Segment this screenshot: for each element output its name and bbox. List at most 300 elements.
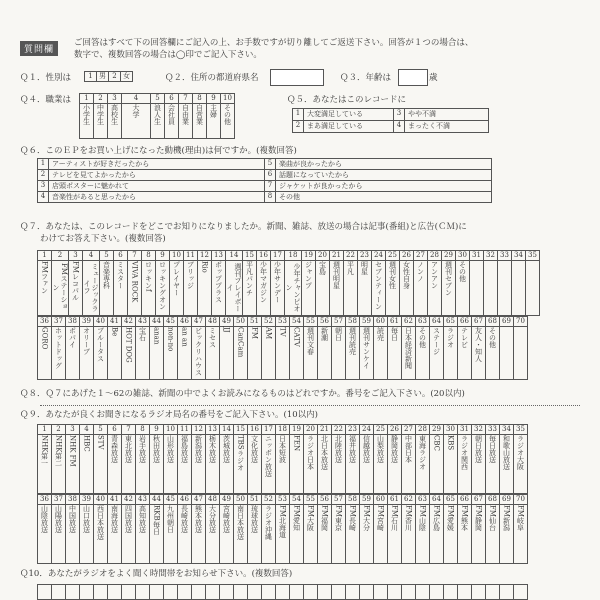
q7-item-19-text: ジャンプ <box>304 261 313 289</box>
q7-num-24[interactable]: 24 <box>372 251 386 261</box>
q9-num-43[interactable]: 43 <box>136 495 150 505</box>
q9-item-52 <box>262 505 276 564</box>
q10-slot[interactable] <box>108 585 122 600</box>
q9-num-51[interactable]: 51 <box>248 495 262 505</box>
q9-item-10 <box>164 435 178 494</box>
q9-num-7[interactable]: 7 <box>122 425 136 435</box>
q10-slot[interactable] <box>444 585 458 600</box>
q7-item-23 <box>358 261 372 316</box>
q9-num-21[interactable]: 21 <box>318 425 332 435</box>
q7-num-2[interactable]: 2 <box>52 251 69 261</box>
q9-num-15[interactable]: 15 <box>234 425 248 435</box>
q4-job-5-text: 浪人生 <box>153 104 162 125</box>
q10-slot[interactable] <box>220 585 234 600</box>
q9-item-22-text: 北陸放送 <box>334 435 343 463</box>
q9-num-54[interactable]: 54 <box>290 495 304 505</box>
q10-slot[interactable] <box>346 585 360 600</box>
q7-item-47-text: ビックリハウス <box>194 327 203 376</box>
q9-num-6[interactable]: 6 <box>108 425 122 435</box>
q9-num-62[interactable]: 62 <box>402 495 416 505</box>
q7-num-57[interactable]: 57 <box>332 317 346 327</box>
q9-num-8[interactable]: 8 <box>136 425 150 435</box>
q4-label: Ｑ４．職業は <box>20 95 72 105</box>
q9-num-24[interactable]: 24 <box>360 425 374 435</box>
q9-num-32[interactable]: 32 <box>472 425 486 435</box>
q10-slot[interactable] <box>514 585 528 600</box>
q7-num-40[interactable]: 40 <box>94 317 108 327</box>
q7-item-43-text: 宝石 <box>138 327 147 341</box>
q7-num-60[interactable]: 60 <box>374 317 388 327</box>
q7-num-58[interactable]: 58 <box>346 317 360 327</box>
q7-num-27[interactable]: 27 <box>414 251 428 261</box>
q10-slot[interactable] <box>360 585 374 600</box>
q7-num-62[interactable]: 62 <box>402 317 416 327</box>
q6-opt-num[interactable]: 8 <box>265 192 276 203</box>
q7-num-35[interactable]: 35 <box>526 251 540 261</box>
q6-opt-num[interactable]: 1 <box>38 159 49 170</box>
q9-num-17[interactable]: 17 <box>262 425 276 435</box>
q9-num-63[interactable]: 63 <box>416 495 430 505</box>
q9-num-19[interactable]: 19 <box>290 425 304 435</box>
q7-num-55[interactable]: 55 <box>304 317 318 327</box>
q10-slot[interactable] <box>486 585 500 600</box>
q9-num-70[interactable]: 70 <box>514 495 528 505</box>
q9-num-10[interactable]: 10 <box>164 425 178 435</box>
q7-num-63[interactable]: 63 <box>416 317 430 327</box>
q10-slot[interactable] <box>262 585 276 600</box>
q9-num-36[interactable]: 36 <box>38 495 52 505</box>
q10-slot[interactable] <box>416 585 430 600</box>
q7-item-14-text: 週刊プレイボーイ <box>226 262 242 312</box>
q9-num-13[interactable]: 13 <box>206 425 220 435</box>
q7-item-25 <box>386 261 400 316</box>
q7-num-44[interactable]: 44 <box>150 317 164 327</box>
q9-num-9[interactable]: 9 <box>150 425 164 435</box>
q7-num-64[interactable]: 64 <box>430 317 444 327</box>
q9-num-68[interactable]: 68 <box>486 495 500 505</box>
q9-num-65[interactable]: 65 <box>444 495 458 505</box>
q4-job-1 <box>80 104 94 139</box>
q7-num-48[interactable]: 48 <box>206 317 220 327</box>
q9-num-44[interactable]: 44 <box>150 495 164 505</box>
q1-opt-2[interactable]: 2 <box>109 72 121 82</box>
q7-num-6[interactable]: 6 <box>114 251 128 261</box>
q9-num-50[interactable]: 50 <box>234 495 248 505</box>
q7-item-26-text: 女性自身 <box>402 261 411 289</box>
q9-item-28-text: 東海ラジオ <box>418 435 427 470</box>
q10-slot[interactable] <box>136 585 150 600</box>
q7-num-52[interactable]: 52 <box>262 317 276 327</box>
q10-slot[interactable] <box>500 585 514 600</box>
q9-item-24-text: 信越放送 <box>362 435 371 463</box>
q7-num-30[interactable]: 30 <box>456 251 470 261</box>
q9-num-30[interactable]: 30 <box>444 425 458 435</box>
q9-num-37[interactable]: 37 <box>52 495 66 505</box>
q9-num-69[interactable]: 69 <box>500 495 514 505</box>
q7-item-60-text: 読売 <box>376 327 385 341</box>
q9-num-35[interactable]: 35 <box>514 425 528 435</box>
q7-num-22[interactable]: 22 <box>344 251 358 261</box>
q7-num-13[interactable]: 13 <box>212 251 226 261</box>
q9-item-64-text: FM広島 <box>432 505 441 532</box>
q9-item-46 <box>178 505 192 564</box>
q9-item-38-text: 中国放送 <box>68 505 77 533</box>
q5-opt-1-text: 大変満足している <box>304 109 394 121</box>
q9-item-5-text: STV <box>96 435 105 450</box>
q10-slot[interactable] <box>304 585 318 600</box>
q7-num-15[interactable]: 15 <box>243 251 257 261</box>
q9-num-25[interactable]: 25 <box>374 425 388 435</box>
q4-job-8-text: 自営業 <box>195 104 204 125</box>
q9-item-52-text: ラジオ沖縄 <box>264 505 273 540</box>
q7-num-68[interactable]: 68 <box>486 317 500 327</box>
q9-item-33-text: 毎日放送 <box>488 435 497 463</box>
q9-item-48-text: 大分放送 <box>208 505 217 533</box>
q9-item-11-text: 福島放送 <box>180 435 189 463</box>
q7-num-28[interactable]: 28 <box>428 251 442 261</box>
q7-num-8[interactable]: 8 <box>142 251 156 261</box>
q9-num-48[interactable]: 48 <box>206 495 220 505</box>
q9-num-53[interactable]: 53 <box>276 495 290 505</box>
q7-item-22-text: 平凡 <box>346 261 355 275</box>
q7-item-62-text: 日本経済新聞 <box>404 327 413 369</box>
q7-num-69[interactable]: 69 <box>500 317 514 327</box>
q9-num-61[interactable]: 61 <box>388 495 402 505</box>
q7-num-37[interactable]: 37 <box>52 317 66 327</box>
q7-num-41[interactable]: 41 <box>108 317 122 327</box>
q7-num-32[interactable]: 32 <box>484 251 498 261</box>
q7-item-5 <box>100 261 114 316</box>
q9-num-12[interactable]: 12 <box>192 425 206 435</box>
q7-item-27-text: ノンノ <box>416 261 425 282</box>
q9-num-2[interactable]: 2 <box>52 425 66 435</box>
q9-item-9-text: 秋田放送 <box>152 435 161 463</box>
q7-item-65-text: ラジオ <box>446 327 455 348</box>
q6-opt-num[interactable]: 3 <box>38 181 49 192</box>
q7-item-16 <box>257 261 271 316</box>
q9-item-12-text: 新潟放送 <box>194 435 203 463</box>
q9-item-26-text: 静岡放送 <box>390 435 399 463</box>
q4-num-4[interactable]: 4 <box>122 94 151 104</box>
q7-num-14[interactable]: 14 <box>226 251 243 261</box>
q9-num-58[interactable]: 58 <box>346 495 360 505</box>
q9-num-33[interactable]: 33 <box>486 425 500 435</box>
q9-station-grid-row1 <box>37 424 528 494</box>
q6-opt-num[interactable]: 2 <box>38 170 49 181</box>
q6-opt-text: 店頭ポスターに魅かれて <box>49 181 265 192</box>
q9-num-67[interactable]: 67 <box>472 495 486 505</box>
q7-num-9[interactable]: 9 <box>156 251 170 261</box>
q7-num-29[interactable]: 29 <box>442 251 456 261</box>
q10-slot[interactable] <box>276 585 290 600</box>
q6-opt-num[interactable]: 4 <box>38 192 49 203</box>
q7-num-67[interactable]: 67 <box>472 317 486 327</box>
q7-item-51-text: FM <box>250 327 259 340</box>
q7-num-51[interactable]: 51 <box>248 317 262 327</box>
q7-num-54[interactable]: 54 <box>290 317 304 327</box>
q9-item-43-text: 高知放送 <box>138 505 147 533</box>
q10-slot[interactable] <box>122 585 136 600</box>
q5-opt-1-num[interactable]: 1 <box>293 109 304 121</box>
q7-num-16[interactable]: 16 <box>257 251 271 261</box>
question-section-tag: 質問欄 <box>20 41 58 56</box>
q7-num-12[interactable]: 12 <box>198 251 212 261</box>
q7-item-9 <box>156 261 170 316</box>
q9-num-5[interactable]: 5 <box>94 425 108 435</box>
q9-num-57[interactable]: 57 <box>332 495 346 505</box>
q9-num-23[interactable]: 23 <box>346 425 360 435</box>
q9-num-55[interactable]: 55 <box>304 495 318 505</box>
q4-num-6[interactable]: 6 <box>165 94 179 104</box>
q10-slot[interactable] <box>164 585 178 600</box>
q9-num-64[interactable]: 64 <box>430 495 444 505</box>
q9-num-52[interactable]: 52 <box>262 495 276 505</box>
q9-num-20[interactable]: 20 <box>304 425 318 435</box>
q7-item-17 <box>271 261 285 316</box>
q9-item-22 <box>332 435 346 494</box>
q9-num-4[interactable]: 4 <box>80 425 94 435</box>
q7-num-66[interactable]: 66 <box>458 317 472 327</box>
q7-num-25[interactable]: 25 <box>386 251 400 261</box>
q7-num-34[interactable]: 34 <box>512 251 526 261</box>
q7-num-23[interactable]: 23 <box>358 251 372 261</box>
q7-item-8 <box>142 261 156 316</box>
q7-num-50[interactable]: 50 <box>234 317 248 327</box>
q9-item-36 <box>38 505 52 564</box>
q4-num-9[interactable]: 9 <box>207 94 221 104</box>
q7-item-7 <box>128 261 142 316</box>
q7-num-1[interactable]: 1 <box>38 251 52 261</box>
q6-opt-text: その他 <box>276 192 492 203</box>
q7-num-59[interactable]: 59 <box>360 317 374 327</box>
q10-slot[interactable] <box>206 585 220 600</box>
q7-num-7[interactable]: 7 <box>128 251 142 261</box>
q4-num-5[interactable]: 5 <box>151 94 165 104</box>
q7-num-26[interactable]: 26 <box>400 251 414 261</box>
q10-slot[interactable] <box>290 585 304 600</box>
q9-num-31[interactable]: 31 <box>458 425 472 435</box>
q10-slot[interactable] <box>38 585 52 600</box>
q7-item-45 <box>164 327 178 380</box>
q7-num-45[interactable]: 45 <box>164 317 178 327</box>
q7-num-20[interactable]: 20 <box>316 251 330 261</box>
q9-item-44 <box>150 505 164 564</box>
q7-num-19[interactable]: 19 <box>302 251 316 261</box>
q7-num-11[interactable]: 11 <box>184 251 198 261</box>
q9-num-42[interactable]: 42 <box>122 495 136 505</box>
q6-opt-text: アーティストが好きだったから <box>49 159 265 170</box>
q9-item-18-text: 日本短波 <box>278 435 287 463</box>
q6-opt-num[interactable]: 5 <box>265 159 276 170</box>
q10-slot[interactable] <box>472 585 486 600</box>
q9-item-47-text: 熊本放送 <box>194 505 203 533</box>
q9-item-37 <box>52 505 66 564</box>
q9-num-45[interactable]: 45 <box>164 495 178 505</box>
q4-job-1-text: 小学生 <box>82 104 91 125</box>
q7-item-12-text: Rio <box>200 261 209 273</box>
q7-num-56[interactable]: 56 <box>318 317 332 327</box>
q7-num-43[interactable]: 43 <box>136 317 150 327</box>
q10-slot[interactable] <box>402 585 416 600</box>
q4-job-3-text: 高校生 <box>110 104 119 125</box>
q10-slot[interactable] <box>248 585 262 600</box>
q1-opt-female: 女 <box>121 72 133 82</box>
q7-num-31[interactable]: 31 <box>470 251 484 261</box>
q9-num-3[interactable]: 3 <box>66 425 80 435</box>
q7-num-10[interactable]: 10 <box>170 251 184 261</box>
q10-slot[interactable] <box>318 585 332 600</box>
q10-slot[interactable] <box>234 585 248 600</box>
q9-num-11[interactable]: 11 <box>178 425 192 435</box>
q7-num-21[interactable]: 21 <box>330 251 344 261</box>
q7-num-53[interactable]: 53 <box>276 317 290 327</box>
q6-opt-text: 話題になっていたから <box>276 170 492 181</box>
q4-job-6-text: 会社員 <box>167 104 176 125</box>
q4-num-7[interactable]: 7 <box>179 94 193 104</box>
q7-num-3[interactable]: 3 <box>69 251 83 261</box>
q9-item-29 <box>430 435 444 494</box>
q8-answer-line[interactable] <box>40 404 580 406</box>
q7-item-38 <box>66 327 80 380</box>
q7-item-16-text: 少年マガジン <box>259 261 268 303</box>
q9-num-26[interactable]: 26 <box>388 425 402 435</box>
q7-item-67 <box>472 327 486 380</box>
q4-num-2[interactable]: 2 <box>94 94 108 104</box>
q9-num-46[interactable]: 46 <box>178 495 192 505</box>
q9-item-31 <box>458 435 472 494</box>
q7-item-8-text: ロッキンf <box>144 261 153 292</box>
q9-num-39[interactable]: 39 <box>80 495 94 505</box>
q9-num-22[interactable]: 22 <box>332 425 346 435</box>
q2-prefecture-field[interactable] <box>270 69 324 86</box>
q4-num-8[interactable]: 8 <box>193 94 207 104</box>
q7-item-58 <box>346 327 360 380</box>
q7-num-36[interactable]: 36 <box>38 317 52 327</box>
q4-num-3[interactable]: 3 <box>108 94 122 104</box>
q7-num-70[interactable]: 70 <box>514 317 528 327</box>
q10-slot[interactable] <box>66 585 80 600</box>
q7-num-33[interactable]: 33 <box>498 251 512 261</box>
q9-num-28[interactable]: 28 <box>416 425 430 435</box>
q6-opt-num[interactable]: 6 <box>265 170 276 181</box>
q7-item-58-text: 週刊読売 <box>348 327 357 355</box>
q9-item-32 <box>472 435 486 494</box>
q7-item-21 <box>330 261 344 316</box>
q9-num-29[interactable]: 29 <box>430 425 444 435</box>
q9-item-16-text: 文化放送 <box>250 435 259 463</box>
q7-item-68 <box>486 327 500 380</box>
q7-num-61[interactable]: 61 <box>388 317 402 327</box>
q7-num-18[interactable]: 18 <box>285 251 302 261</box>
q1-opt-1[interactable]: 1 <box>85 72 97 82</box>
q4-num-10[interactable]: 10 <box>221 94 235 104</box>
q10-slot[interactable] <box>374 585 388 600</box>
q7-item-49-text: JJ <box>222 327 231 333</box>
q5-opt-3-num[interactable]: 3 <box>394 109 405 121</box>
q7-item-15-text: 平凡パンチ <box>245 261 254 296</box>
q5-opt-2-num[interactable]: 2 <box>293 121 304 133</box>
q9-num-14[interactable]: 14 <box>220 425 234 435</box>
q9-item-58-text: FM長崎 <box>348 505 357 532</box>
q7-item-59-text: 週刊サンケイ <box>362 327 371 369</box>
q9-item-40-text: 西日本放送 <box>96 505 105 540</box>
q7-num-42[interactable]: 42 <box>122 317 136 327</box>
q10-slot[interactable] <box>192 585 206 600</box>
q9-item-35 <box>514 435 528 494</box>
q7-item-55 <box>304 327 318 380</box>
q9-num-49[interactable]: 49 <box>220 495 234 505</box>
q9-num-66[interactable]: 66 <box>458 495 472 505</box>
q7-item-61-text: 毎日 <box>390 327 399 341</box>
q9-num-59[interactable]: 59 <box>360 495 374 505</box>
q5-opt-3-text: やや不満 <box>405 109 489 121</box>
q9-num-27[interactable]: 27 <box>402 425 416 435</box>
q10-slot[interactable] <box>52 585 66 600</box>
q9-num-38[interactable]: 38 <box>66 495 80 505</box>
q9-item-64 <box>430 505 444 564</box>
q9-num-56[interactable]: 56 <box>318 495 332 505</box>
q9-num-47[interactable]: 47 <box>192 495 206 505</box>
q5-satisfaction-grid <box>292 108 489 133</box>
q10-slot[interactable] <box>388 585 402 600</box>
q10-slot[interactable] <box>94 585 108 600</box>
q9-label: Ｑ９．あなたが良くお聞きになるラジオ局名の番号をご記入下さい。(10以内) <box>20 410 318 420</box>
q6-opt-num[interactable]: 7 <box>265 181 276 192</box>
q10-slot[interactable] <box>458 585 472 600</box>
q9-item-65 <box>444 505 458 564</box>
q10-label: Ｑ10．あなたがラジオをよく聞く時間帯をお知らせ下さい。(複数回答) <box>20 569 293 579</box>
q7-num-17[interactable]: 17 <box>271 251 285 261</box>
q7-num-39[interactable]: 39 <box>80 317 94 327</box>
q10-slot[interactable] <box>430 585 444 600</box>
q9-item-29-text: CBC <box>432 435 441 451</box>
q7-num-46[interactable]: 46 <box>178 317 192 327</box>
q7-num-5[interactable]: 5 <box>100 251 114 261</box>
q4-job-6 <box>165 104 179 139</box>
q7-item-21-text: 週刊明星 <box>332 261 341 289</box>
q9-num-41[interactable]: 41 <box>108 495 122 505</box>
q9-num-16[interactable]: 16 <box>248 425 262 435</box>
q10-slot[interactable] <box>80 585 94 600</box>
q9-num-1[interactable]: 1 <box>38 425 52 435</box>
q7-item-20 <box>316 261 330 316</box>
q9-item-36-text: 山陰放送 <box>40 505 49 533</box>
q9-num-34[interactable]: 34 <box>500 425 514 435</box>
q10-slot[interactable] <box>332 585 346 600</box>
q9-num-60[interactable]: 60 <box>374 495 388 505</box>
q7-num-38[interactable]: 38 <box>66 317 80 327</box>
q5-opt-4-num[interactable]: 4 <box>394 121 405 133</box>
q7-num-65[interactable]: 65 <box>444 317 458 327</box>
q7-item-12 <box>198 261 212 316</box>
q7-num-4[interactable]: 4 <box>83 251 100 261</box>
q9-item-58 <box>346 505 360 564</box>
q3-age-field[interactable] <box>398 69 428 86</box>
q9-num-18[interactable]: 18 <box>276 425 290 435</box>
q10-slot[interactable] <box>178 585 192 600</box>
q7-item-53-text: TV <box>278 327 287 337</box>
q4-num-1[interactable]: 1 <box>80 94 94 104</box>
q7-item-63-text: その他 <box>418 327 427 348</box>
q10-slot[interactable] <box>150 585 164 600</box>
q9-item-3 <box>66 435 80 494</box>
q9-item-6 <box>108 435 122 494</box>
q7-num-49[interactable]: 49 <box>220 317 234 327</box>
q7-item-25-text: 週刊女性 <box>388 261 397 289</box>
q9-num-40[interactable]: 40 <box>94 495 108 505</box>
q9-item-70 <box>514 505 528 564</box>
q7-num-47[interactable]: 47 <box>192 317 206 327</box>
